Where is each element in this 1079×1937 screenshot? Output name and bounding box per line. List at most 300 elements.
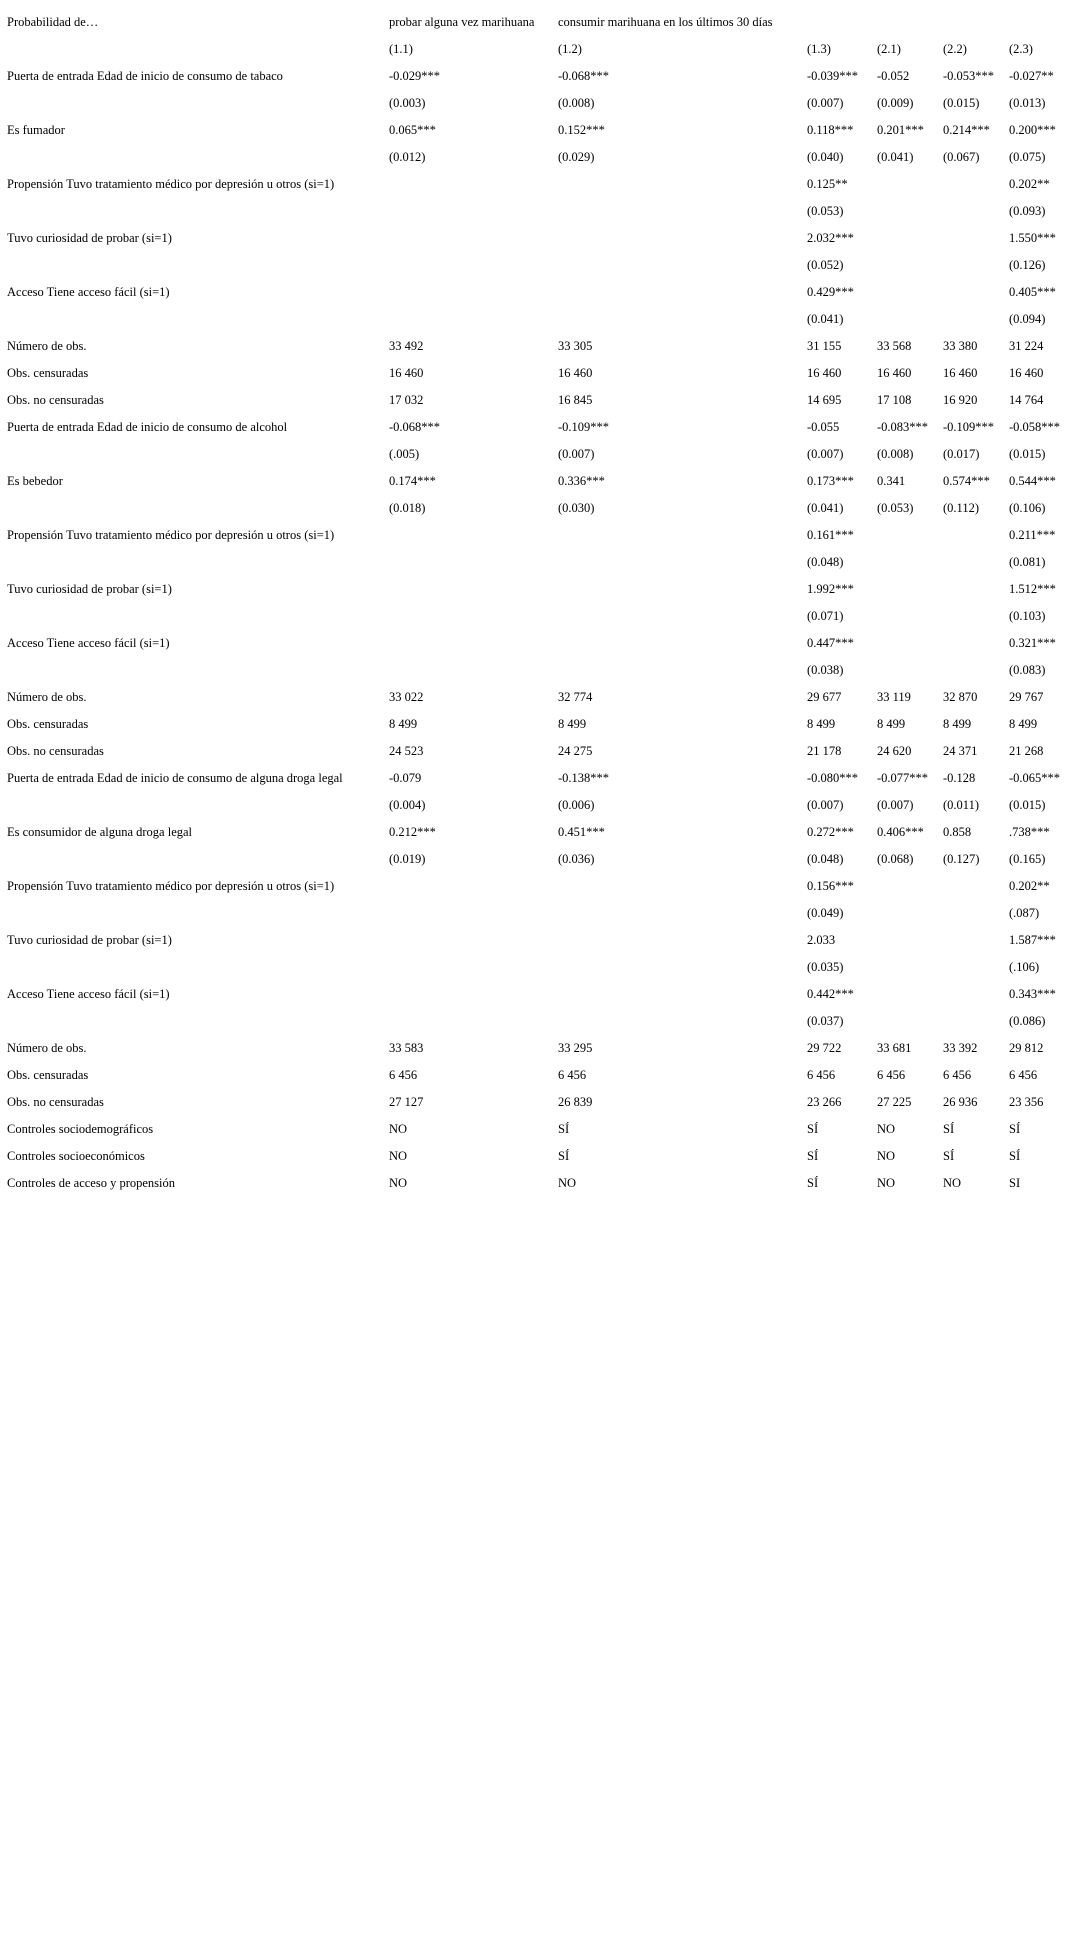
table-cell [389, 170, 558, 197]
row-label: Puerta de entrada Edad de inicio de consumo de alcohol [7, 419, 288, 434]
row-label: Propensión Tuvo tratamiento médico por depresión u otros (si=1) [7, 527, 335, 542]
table-cell: 29 812 [1009, 1040, 1044, 1055]
table-cell: 33 022 [389, 689, 424, 704]
table-cell: (0.006) [558, 797, 595, 812]
table-cell [558, 602, 807, 629]
table-cell: -0.065*** [1009, 770, 1061, 785]
table-cell: (0.112) [943, 500, 979, 515]
table-cell [943, 170, 1009, 197]
table-cell [943, 980, 1009, 1007]
table-cell: (0.053) [807, 203, 844, 218]
table-row [7, 791, 1071, 818]
table-row [7, 656, 1071, 683]
table-cell: (0.007) [807, 446, 844, 461]
table-cell: (0.053) [877, 500, 914, 515]
table-row [7, 494, 1071, 521]
table-cell: SI [1009, 1175, 1021, 1190]
table-cell [943, 872, 1009, 899]
column-header: (1.1) [389, 41, 413, 56]
table-cell: (0.165) [1009, 851, 1046, 866]
table-cell: 6 456 [1009, 1067, 1038, 1082]
table-row [7, 737, 1071, 764]
regression-results-table [7, 8, 1071, 1196]
table-cell: 0.212*** [389, 824, 436, 839]
table-cell: SÍ [943, 1121, 955, 1136]
table-cell [877, 575, 943, 602]
table-cell [877, 170, 943, 197]
table-cell: (0.007) [877, 797, 914, 812]
row-label: Controles de acceso y propensión [7, 1175, 176, 1190]
table-cell [877, 629, 943, 656]
table-cell: 33 119 [877, 689, 911, 704]
table-cell [389, 548, 558, 575]
table-cell: -0.128 [943, 770, 976, 785]
table-cell: (0.019) [389, 851, 426, 866]
row-label [7, 791, 389, 818]
table-cell: 16 460 [943, 365, 978, 380]
table-cell: SÍ [807, 1148, 819, 1163]
table-cell: (0.015) [1009, 797, 1046, 812]
table-cell: -0.109*** [943, 419, 995, 434]
row-label: Puerta de entrada Edad de inicio de consumo de tabaco [7, 68, 283, 83]
table-cell: NO [389, 1148, 408, 1163]
table-cell: .738*** [1009, 824, 1050, 839]
table-cell [877, 953, 943, 980]
table-cell: (0.018) [389, 500, 426, 515]
row-label [7, 440, 389, 467]
table-cell: (0.008) [558, 95, 595, 110]
table-cell: 0.544*** [1009, 473, 1056, 488]
table-cell [943, 953, 1009, 980]
table-cell: -0.077*** [877, 770, 929, 785]
row-label: Es fumador [7, 122, 65, 137]
table-cell: (0.067) [943, 149, 980, 164]
table-cell: 33 392 [943, 1040, 978, 1055]
table-cell: SÍ [1009, 1148, 1021, 1163]
table-cell: NO [877, 1148, 896, 1163]
table-cell [943, 521, 1009, 548]
table-cell [877, 548, 943, 575]
table-cell: SÍ [1009, 1121, 1021, 1136]
table-cell: 6 456 [389, 1067, 418, 1082]
table-cell: 0.341 [877, 473, 906, 488]
table-cell: 16 460 [877, 365, 912, 380]
header-row-groups [7, 8, 1071, 35]
column-header: (1.2) [558, 41, 582, 56]
row-label: Obs. no censuradas [7, 1094, 104, 1109]
table-row [7, 251, 1071, 278]
table-cell: 31 155 [807, 338, 842, 353]
table-cell: (0.029) [558, 149, 595, 164]
table-row [7, 899, 1071, 926]
table-cell: 0.202** [1009, 176, 1050, 191]
table-row [7, 1115, 1071, 1142]
table-cell: 26 936 [943, 1094, 978, 1109]
table-cell: 0.201*** [877, 122, 924, 137]
column-header: (2.1) [877, 41, 901, 56]
table-cell [558, 548, 807, 575]
table-cell: 0.336*** [558, 473, 605, 488]
column-header: (2.2) [943, 41, 967, 56]
row-label: Puerta de entrada Edad de inicio de consumo de alguna droga legal [7, 770, 343, 785]
table-cell: (0.048) [807, 851, 844, 866]
table-cell [558, 899, 807, 926]
table-cell [389, 305, 558, 332]
table-cell: 8 499 [1009, 716, 1038, 731]
table-cell: 0.161*** [807, 527, 854, 542]
table-cell: 33 380 [943, 338, 978, 353]
table-cell [558, 278, 807, 305]
row-label: Obs. no censuradas [7, 392, 104, 407]
table-cell: 16 845 [558, 392, 593, 407]
table-cell: -0.055 [807, 419, 840, 434]
table-cell: -0.068*** [558, 68, 610, 83]
table-row [7, 629, 1071, 656]
table-row [7, 89, 1071, 116]
table-row [7, 926, 1071, 953]
table-row [7, 872, 1071, 899]
table-cell: 16 920 [943, 392, 978, 407]
table-cell: (0.041) [877, 149, 914, 164]
row-label: Número de obs. [7, 689, 87, 704]
table-cell: 0.118*** [807, 122, 854, 137]
table-cell: (0.011) [943, 797, 979, 812]
table-cell [389, 953, 558, 980]
row-label [7, 899, 389, 926]
table-cell: 0.451*** [558, 824, 605, 839]
table-cell: (0.052) [807, 257, 844, 272]
table-cell: SÍ [558, 1121, 570, 1136]
table-cell: 0.406*** [877, 824, 924, 839]
table-cell: (0.015) [943, 95, 980, 110]
table-cell: (0.030) [558, 500, 595, 515]
table-cell: 0.272*** [807, 824, 854, 839]
table-cell [943, 629, 1009, 656]
table-cell: (0.007) [807, 797, 844, 812]
table-row [7, 818, 1071, 845]
table-cell [389, 278, 558, 305]
table-cell: 0.152*** [558, 122, 605, 137]
table-cell: 0.156*** [807, 878, 854, 893]
table-row [7, 602, 1071, 629]
table-cell [943, 926, 1009, 953]
table-cell: 33 568 [877, 338, 912, 353]
table-row [7, 710, 1071, 737]
table-cell: NO [389, 1175, 408, 1190]
table-cell: -0.083*** [877, 419, 929, 434]
table-cell [943, 1007, 1009, 1034]
row-label: Acceso Tiene acceso fácil (si=1) [7, 284, 170, 299]
table-cell: SÍ [558, 1148, 570, 1163]
table-row [7, 62, 1071, 89]
row-label [7, 953, 389, 980]
table-row [7, 143, 1071, 170]
header-label: Probabilidad de… [7, 14, 99, 29]
table-cell: (0.094) [1009, 311, 1046, 326]
table-cell: 31 224 [1009, 338, 1044, 353]
table-cell [558, 656, 807, 683]
table-cell [558, 1007, 807, 1034]
table-cell: (0.103) [1009, 608, 1046, 623]
table-cell: (0.009) [877, 95, 914, 110]
table-cell: 17 032 [389, 392, 424, 407]
table-cell: 21 178 [807, 743, 842, 758]
table-cell: -0.109*** [558, 419, 610, 434]
table-cell: (.106) [1009, 959, 1040, 974]
table-cell [943, 197, 1009, 224]
table-cell: (0.041) [807, 500, 844, 515]
table-cell: 17 108 [877, 392, 912, 407]
row-label: Es consumidor de alguna droga legal [7, 824, 193, 839]
table-cell: NO [558, 1175, 577, 1190]
row-label [7, 251, 389, 278]
table-cell: -0.058*** [1009, 419, 1061, 434]
table-body [7, 8, 1071, 1196]
table-cell: (0.081) [1009, 554, 1046, 569]
table-cell: 16 460 [558, 365, 593, 380]
table-cell [943, 656, 1009, 683]
table-cell [558, 629, 807, 656]
row-label: Obs. censuradas [7, 716, 89, 731]
table-cell: (0.013) [1009, 95, 1046, 110]
table-cell: (0.017) [943, 446, 980, 461]
table-cell [558, 575, 807, 602]
table-cell: 24 275 [558, 743, 593, 758]
table-cell: (0.038) [807, 662, 844, 677]
table-cell [943, 251, 1009, 278]
row-label [7, 656, 389, 683]
table-cell: 8 499 [877, 716, 906, 731]
table-cell: (0.012) [389, 149, 426, 164]
table-row [7, 683, 1071, 710]
table-cell [877, 305, 943, 332]
row-label: Tuvo curiosidad de probar (si=1) [7, 932, 172, 947]
table-cell: (0.007) [807, 95, 844, 110]
table-cell: 26 839 [558, 1094, 593, 1109]
table-row [7, 521, 1071, 548]
table-cell [943, 278, 1009, 305]
table-row [7, 1061, 1071, 1088]
table-cell: (.087) [1009, 905, 1040, 920]
row-label: Número de obs. [7, 1040, 87, 1055]
table-cell: (0.071) [807, 608, 844, 623]
row-label [7, 197, 389, 224]
row-label: Tuvo curiosidad de probar (si=1) [7, 230, 172, 245]
table-row [7, 1142, 1071, 1169]
table-cell: 29 677 [807, 689, 842, 704]
row-label: Acceso Tiene acceso fácil (si=1) [7, 635, 170, 650]
table-cell: (0.035) [807, 959, 844, 974]
table-cell: (0.004) [389, 797, 426, 812]
table-cell: 21 268 [1009, 743, 1044, 758]
table-cell: 29 767 [1009, 689, 1044, 704]
table-cell: 27 127 [389, 1094, 424, 1109]
table-cell [558, 980, 807, 1007]
table-cell: 24 620 [877, 743, 912, 758]
table-row [7, 332, 1071, 359]
table-cell: (0.086) [1009, 1013, 1046, 1028]
table-cell: 33 681 [877, 1040, 912, 1055]
table-cell: 2.032*** [807, 230, 854, 245]
table-cell: -0.079 [389, 770, 422, 785]
table-row [7, 278, 1071, 305]
table-cell: -0.080*** [807, 770, 859, 785]
table-cell: 6 456 [877, 1067, 906, 1082]
row-label: Obs. no censuradas [7, 743, 104, 758]
table-cell: 33 295 [558, 1040, 593, 1055]
table-cell: 0.405*** [1009, 284, 1056, 299]
row-label [7, 143, 389, 170]
table-cell: -0.053*** [943, 68, 995, 83]
table-cell [877, 980, 943, 1007]
table-row [7, 1169, 1071, 1196]
table-cell: SÍ [807, 1121, 819, 1136]
table-cell: (0.037) [807, 1013, 844, 1028]
table-cell [558, 953, 807, 980]
table-cell: (0.127) [943, 851, 980, 866]
table-cell: (0.048) [807, 554, 844, 569]
table-cell: 0.214*** [943, 122, 990, 137]
table-cell: -0.029*** [389, 68, 441, 83]
table-cell: (0.068) [877, 851, 914, 866]
table-cell: (0.036) [558, 851, 595, 866]
table-cell: 0.574*** [943, 473, 990, 488]
table-row [7, 224, 1071, 251]
table-cell: 0.442*** [807, 986, 854, 1001]
table-cell: 27 225 [877, 1094, 912, 1109]
table-cell: 33 305 [558, 338, 593, 353]
table-cell: 0.202** [1009, 878, 1050, 893]
table-cell: 8 499 [389, 716, 418, 731]
table-cell [389, 224, 558, 251]
table-cell [558, 872, 807, 899]
table-cell [558, 305, 807, 332]
table-cell [877, 251, 943, 278]
table-cell: (0.075) [1009, 149, 1046, 164]
table-cell [877, 872, 943, 899]
table-cell: 8 499 [558, 716, 587, 731]
table-row [7, 170, 1071, 197]
table-cell [558, 926, 807, 953]
table-row [7, 359, 1071, 386]
table-cell: 0.125** [807, 176, 848, 191]
table-cell: (.005) [389, 446, 420, 461]
table-cell: 1.550*** [1009, 230, 1056, 245]
table-cell: (0.008) [877, 446, 914, 461]
table-cell: 23 356 [1009, 1094, 1044, 1109]
table-cell [943, 305, 1009, 332]
table-cell: 1.512*** [1009, 581, 1056, 596]
table-cell: (0.007) [558, 446, 595, 461]
row-label: Controles sociodemográficos [7, 1121, 154, 1136]
table-cell [389, 1007, 558, 1034]
table-cell: 6 456 [943, 1067, 972, 1082]
table-cell [943, 224, 1009, 251]
table-cell: NO [877, 1175, 896, 1190]
table-row [7, 305, 1071, 332]
table-cell: 32 774 [558, 689, 593, 704]
column-header: (1.3) [807, 41, 831, 56]
table-row [7, 1088, 1071, 1115]
table-row [7, 953, 1071, 980]
table-cell: (0.083) [1009, 662, 1046, 677]
table-cell [389, 197, 558, 224]
table-row [7, 575, 1071, 602]
table-row [7, 386, 1071, 413]
table-cell [877, 602, 943, 629]
table-cell: -0.138*** [558, 770, 610, 785]
table-cell [389, 926, 558, 953]
header-empty-cell [7, 35, 389, 62]
table-cell: 0.447*** [807, 635, 854, 650]
table-cell: 0.321*** [1009, 635, 1056, 650]
table-row [7, 548, 1071, 575]
table-cell [558, 197, 807, 224]
table-cell: (0.003) [389, 95, 426, 110]
header-group-ever: probar alguna vez marihuana [389, 14, 535, 29]
table-cell: 24 371 [943, 743, 978, 758]
table-cell: 8 499 [943, 716, 972, 731]
table-cell: (0.106) [1009, 500, 1046, 515]
table-cell: 0.343*** [1009, 986, 1056, 1001]
table-cell: 32 870 [943, 689, 978, 704]
table-cell [389, 656, 558, 683]
table-cell: 23 266 [807, 1094, 842, 1109]
row-label: Es bebedor [7, 473, 63, 488]
table-row [7, 197, 1071, 224]
table-cell [389, 575, 558, 602]
row-label [7, 1007, 389, 1034]
table-cell [389, 980, 558, 1007]
table-cell: -0.052 [877, 68, 910, 83]
row-label: Tuvo curiosidad de probar (si=1) [7, 581, 172, 596]
table-cell: 0.173*** [807, 473, 854, 488]
table-cell: (0.041) [807, 311, 844, 326]
table-cell: 16 460 [389, 365, 424, 380]
table-row [7, 980, 1071, 1007]
row-label [7, 548, 389, 575]
row-label: Obs. censuradas [7, 365, 89, 380]
header-group-last-30-days: consumir marihuana en los últimos 30 días [558, 14, 773, 29]
table-cell: 33 583 [389, 1040, 424, 1055]
table-cell: -0.027** [1009, 68, 1054, 83]
table-cell: SÍ [943, 1148, 955, 1163]
table-row [7, 764, 1071, 791]
table-cell [943, 548, 1009, 575]
row-label [7, 602, 389, 629]
row-label [7, 494, 389, 521]
table-cell [389, 899, 558, 926]
table-cell [877, 926, 943, 953]
column-header: (2.3) [1009, 41, 1033, 56]
table-cell: NO [943, 1175, 962, 1190]
header-row-columns [7, 35, 1071, 62]
table-row [7, 1007, 1071, 1034]
table-cell [943, 899, 1009, 926]
table-cell: (0.093) [1009, 203, 1046, 218]
table-cell [943, 602, 1009, 629]
table-cell: 2.033 [807, 932, 836, 947]
table-cell [877, 899, 943, 926]
row-label: Acceso Tiene acceso fácil (si=1) [7, 986, 170, 1001]
table-row [7, 440, 1071, 467]
table-row [7, 845, 1071, 872]
table-cell: -0.068*** [389, 419, 441, 434]
table-cell: NO [389, 1121, 408, 1136]
table-cell: 6 456 [807, 1067, 836, 1082]
table-cell: 0.211*** [1009, 527, 1056, 542]
row-label: Obs. censuradas [7, 1067, 89, 1082]
